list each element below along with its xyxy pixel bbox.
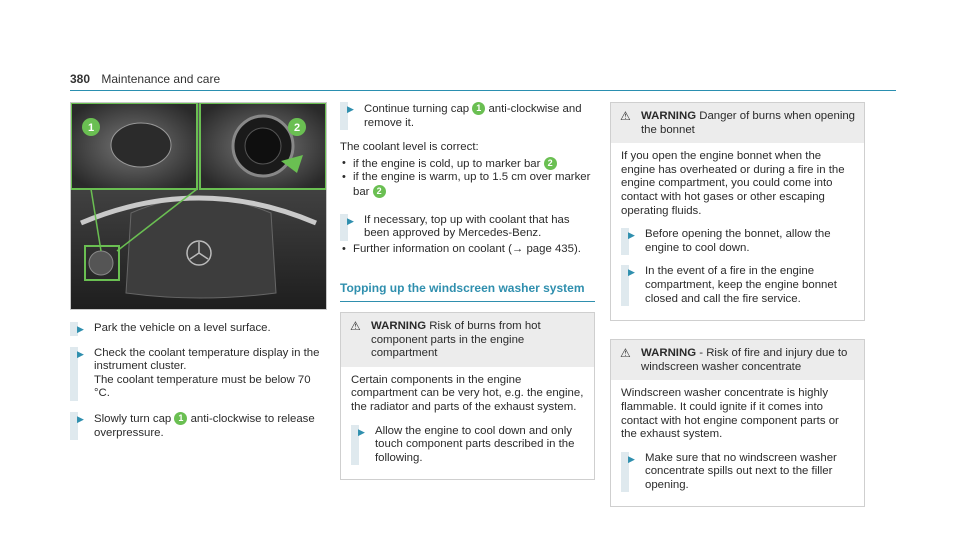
instruction-step [70, 347, 325, 401]
instruction-step [621, 228, 854, 255]
step-note: The coolant temperature must be below 70 °C. [94, 373, 311, 400]
warning-text: If you open the engine bonnet when the engine has overheated or during a fire in the engine compartment, you could come into contact with hot gases or other escaping operating fluids. [621, 150, 845, 217]
list-item [340, 171, 595, 199]
coolant-intro: The coolant level is correct: [340, 141, 479, 154]
list-item [340, 157, 595, 172]
warning-header [611, 103, 864, 143]
instruction-step [351, 425, 584, 466]
step-text-part: Continue turning cap [364, 103, 470, 115]
warning-header [611, 340, 864, 380]
step-text: Allow the engine to cool down and only touch component parts described in the following. [375, 424, 575, 464]
page-title: Maintenance and care [101, 72, 221, 86]
play-arrow-icon: ▶ [347, 215, 354, 226]
step-text-part: Slowly turn cap [94, 412, 172, 425]
warning-label: WARNING [641, 110, 697, 122]
page-header [70, 72, 220, 86]
info-list [340, 243, 595, 257]
warning-text: Certain components in the engine compartment can be very hot, e.g. the engine, the radiator and parts of the exhaust system. [351, 373, 584, 413]
step-text: Before opening the bonnet, allow the engine to cool down. [645, 228, 831, 254]
callout-badge: 1 [472, 102, 485, 115]
warning-text: Windscreen washer concentrate is highly flammable. It could ignite if it comes into contact with hot engine component parts or the exhaust system. [621, 387, 839, 441]
callout-badge: 2 [544, 157, 557, 170]
list-item-text: if the engine is warm, up to 1.5 cm over marker bar [353, 171, 591, 198]
step-text-part: anti-clockwise to release overpressure. [94, 412, 315, 439]
instruction-step [340, 102, 595, 130]
instruction-step [340, 214, 595, 241]
warning-box [610, 339, 865, 507]
instruction-step [70, 412, 325, 440]
column-left [70, 102, 325, 451]
step-text [364, 102, 595, 130]
warning-label: WARNING [641, 347, 697, 360]
step-text: In the event of a fire in the engine compartment, keep the engine bonnet closed and call the fire service. [645, 265, 837, 305]
step-text: Check the coolant temperature display in the instrument cluster. [94, 346, 320, 373]
warning-heading: - Risk of fire and injury due to windscreen washer concentrate [641, 347, 848, 373]
warning-heading: Danger of burns when opening the bonnet [641, 110, 856, 136]
play-arrow-icon: ▶ [77, 324, 84, 334]
step-text: If necessary, top up with coolant that has been approved by Mercedes-Benz. [364, 213, 570, 240]
step-text: Make sure that no windscreen washer concentrate spills out next to the filler opening. [645, 451, 837, 491]
callout-badge: 2 [373, 185, 386, 198]
list-item-text: if the engine is cold, up to marker bar [353, 157, 541, 170]
page-number: 380 [70, 72, 91, 86]
column-middle [340, 102, 595, 480]
play-arrow-icon: ▶ [628, 267, 635, 278]
figure-callout-2: 2 [293, 122, 301, 134]
warning-label: WARNING [371, 319, 427, 332]
instruction-step [621, 452, 854, 493]
warning-box [340, 312, 595, 480]
instruction-step [70, 322, 325, 336]
warning-heading: Risk of burns from hot component parts in the engine compartment [371, 319, 541, 360]
warning-box [610, 102, 865, 321]
engine-illustration [71, 103, 326, 309]
play-arrow-icon: ▶ [77, 348, 84, 359]
warning-body [611, 143, 864, 320]
engine-compartment-figure [70, 102, 327, 310]
play-arrow-icon: ▶ [628, 230, 635, 241]
instruction-step [621, 265, 854, 306]
figure-callout-1: 1 [87, 122, 95, 134]
warning-header [341, 313, 594, 367]
step-text: Park the vehicle on a level surface. [94, 322, 271, 334]
warning-body [611, 380, 864, 506]
play-arrow-icon: ▶ [347, 104, 354, 114]
coolant-level-list [340, 157, 595, 200]
section-heading: Topping up the windscreen washer system [340, 282, 595, 302]
warning-triangle-icon: ⚠ [350, 318, 361, 333]
step-text-part: anti-clockwise and remove it. [364, 103, 582, 129]
callout-badge: 1 [174, 412, 187, 425]
play-arrow-icon: ▶ [628, 453, 635, 464]
warning-body [341, 367, 594, 480]
header-rule [70, 90, 896, 91]
step-text [94, 412, 325, 440]
warning-triangle-icon: ⚠ [620, 346, 631, 361]
play-arrow-icon: ▶ [358, 426, 365, 437]
list-item: • Further information on coolant (→ page 435). [340, 243, 595, 257]
column-right [610, 102, 865, 507]
warning-triangle-icon: ⚠ [620, 109, 631, 123]
play-arrow-icon: ▶ [77, 413, 84, 424]
